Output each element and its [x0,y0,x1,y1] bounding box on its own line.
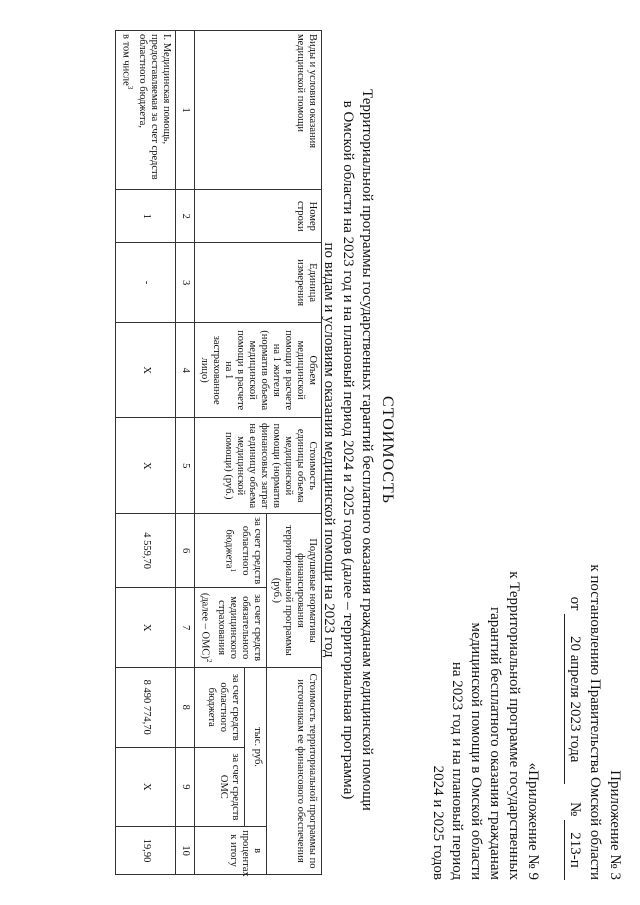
row-budget-norm: 4 559,70 [116,514,176,588]
header-resolution-ref: к постановлению Правительства Омской области [587,564,603,880]
number-sign: № [567,801,583,817]
row-percent: 19,90 [116,827,176,875]
header-budget-cost: за счет средств областного бюджета [195,667,245,747]
header-budget-norm-text: за счет средств областного бюджета [223,517,263,585]
header-date-number [564,500,584,880]
row-unit-cost: X [116,418,176,514]
footnote-mark: 1 [229,568,237,572]
row-name [116,31,176,190]
header-line-number: Номер строки [195,190,322,243]
appendix-line: 2024 и 2025 годов [430,765,446,880]
row-volume: X [116,322,176,418]
col-num: 4 [176,322,195,418]
footnote-mark: 3 [126,85,134,90]
row-name-sub-text: в том числе [120,34,132,86]
subtitle-line: Территориальной программы государственных гарантий бесплатного оказания гражданам медицинской помощи [359,89,375,811]
header-appendix-number: Приложение № 3 [607,770,623,880]
footnote-mark: 2 [205,658,213,663]
row-oms-norm: X [116,588,176,668]
number-value: 213-п [564,820,584,880]
page-title: СТОИМОСТЬ [379,396,396,504]
appendix-block [428,480,542,880]
header-budget-norm [195,514,267,588]
col-num: 5 [176,418,195,514]
row-name-sub [120,34,137,186]
col-num: 6 [176,514,195,588]
row-line: 1 [116,190,176,243]
header-oms-cost: за счет средств ОМС [195,747,245,827]
col-num: 9 [176,747,195,827]
header-program-cost: Стоимость территориальной программы по источникам ее финансового обеспечения [267,667,322,874]
row-name-text: I. Медицинская помощь, предоставляемая за счет средств областного бюджета, [137,34,172,180]
col-num: 3 [176,243,195,323]
header-oms-norm-text: за счет средств обязательного медицинского страхования (далее – ОМС) [199,592,263,662]
header-percent: в процентах к итогу [195,827,267,875]
appendix-line: на 2023 год и на плановый период [449,661,465,880]
appendix-line: «Приложение № 9 [525,762,541,880]
col-num: 2 [176,190,195,243]
row-budget-cost: 8 490 774,70 [116,667,176,747]
appendix-line: гарантий бесплатного оказания гражданам [487,606,503,880]
col-num: 7 [176,588,195,668]
header-unit: Единица измерения [195,243,322,323]
appendix-line: к Территориальной программе государственных [506,571,522,880]
header-thousand-rub: тыс. руб. [244,667,266,826]
appendix-line: медицинской помощи в Омской области [468,622,484,880]
col-num: 10 [176,827,195,875]
table-row [116,31,176,875]
subtitle-line: по видам и условиям оказания медицинской помощи на 2023 год [321,242,337,658]
subtitle-line: в Омской области на 2023 год и на плановый период 2024 и 2025 годов (далее – территориальная программа) [340,100,356,800]
row-oms-cost: X [116,747,176,827]
date-value: 20 апреля 2023 года [564,614,584,784]
cost-table [116,30,323,875]
ot-label: от [567,596,583,611]
col-num: 8 [176,667,195,747]
header-kind: Виды и условия оказания медицинской помощи [195,31,322,190]
row-unit: - [116,243,176,323]
col-num: 1 [176,31,195,190]
header-volume: Объем медицинской помощи в расчете на 1 жителя (норматив объема медицинской помощи в расчете на 1 застрахованное лицо) [195,322,322,418]
column-number-row [176,31,195,875]
header-unit-cost: Стоимость единицы объема медицинской помощи (норматив финансовых затрат на единицу объема медицинской помощи) (руб.) [195,418,322,514]
header-per-capita: Подушевые нормативы финансирования территориальной программы (руб.) [267,514,322,668]
header-oms-norm [195,588,267,668]
page-subtitle [319,60,376,840]
